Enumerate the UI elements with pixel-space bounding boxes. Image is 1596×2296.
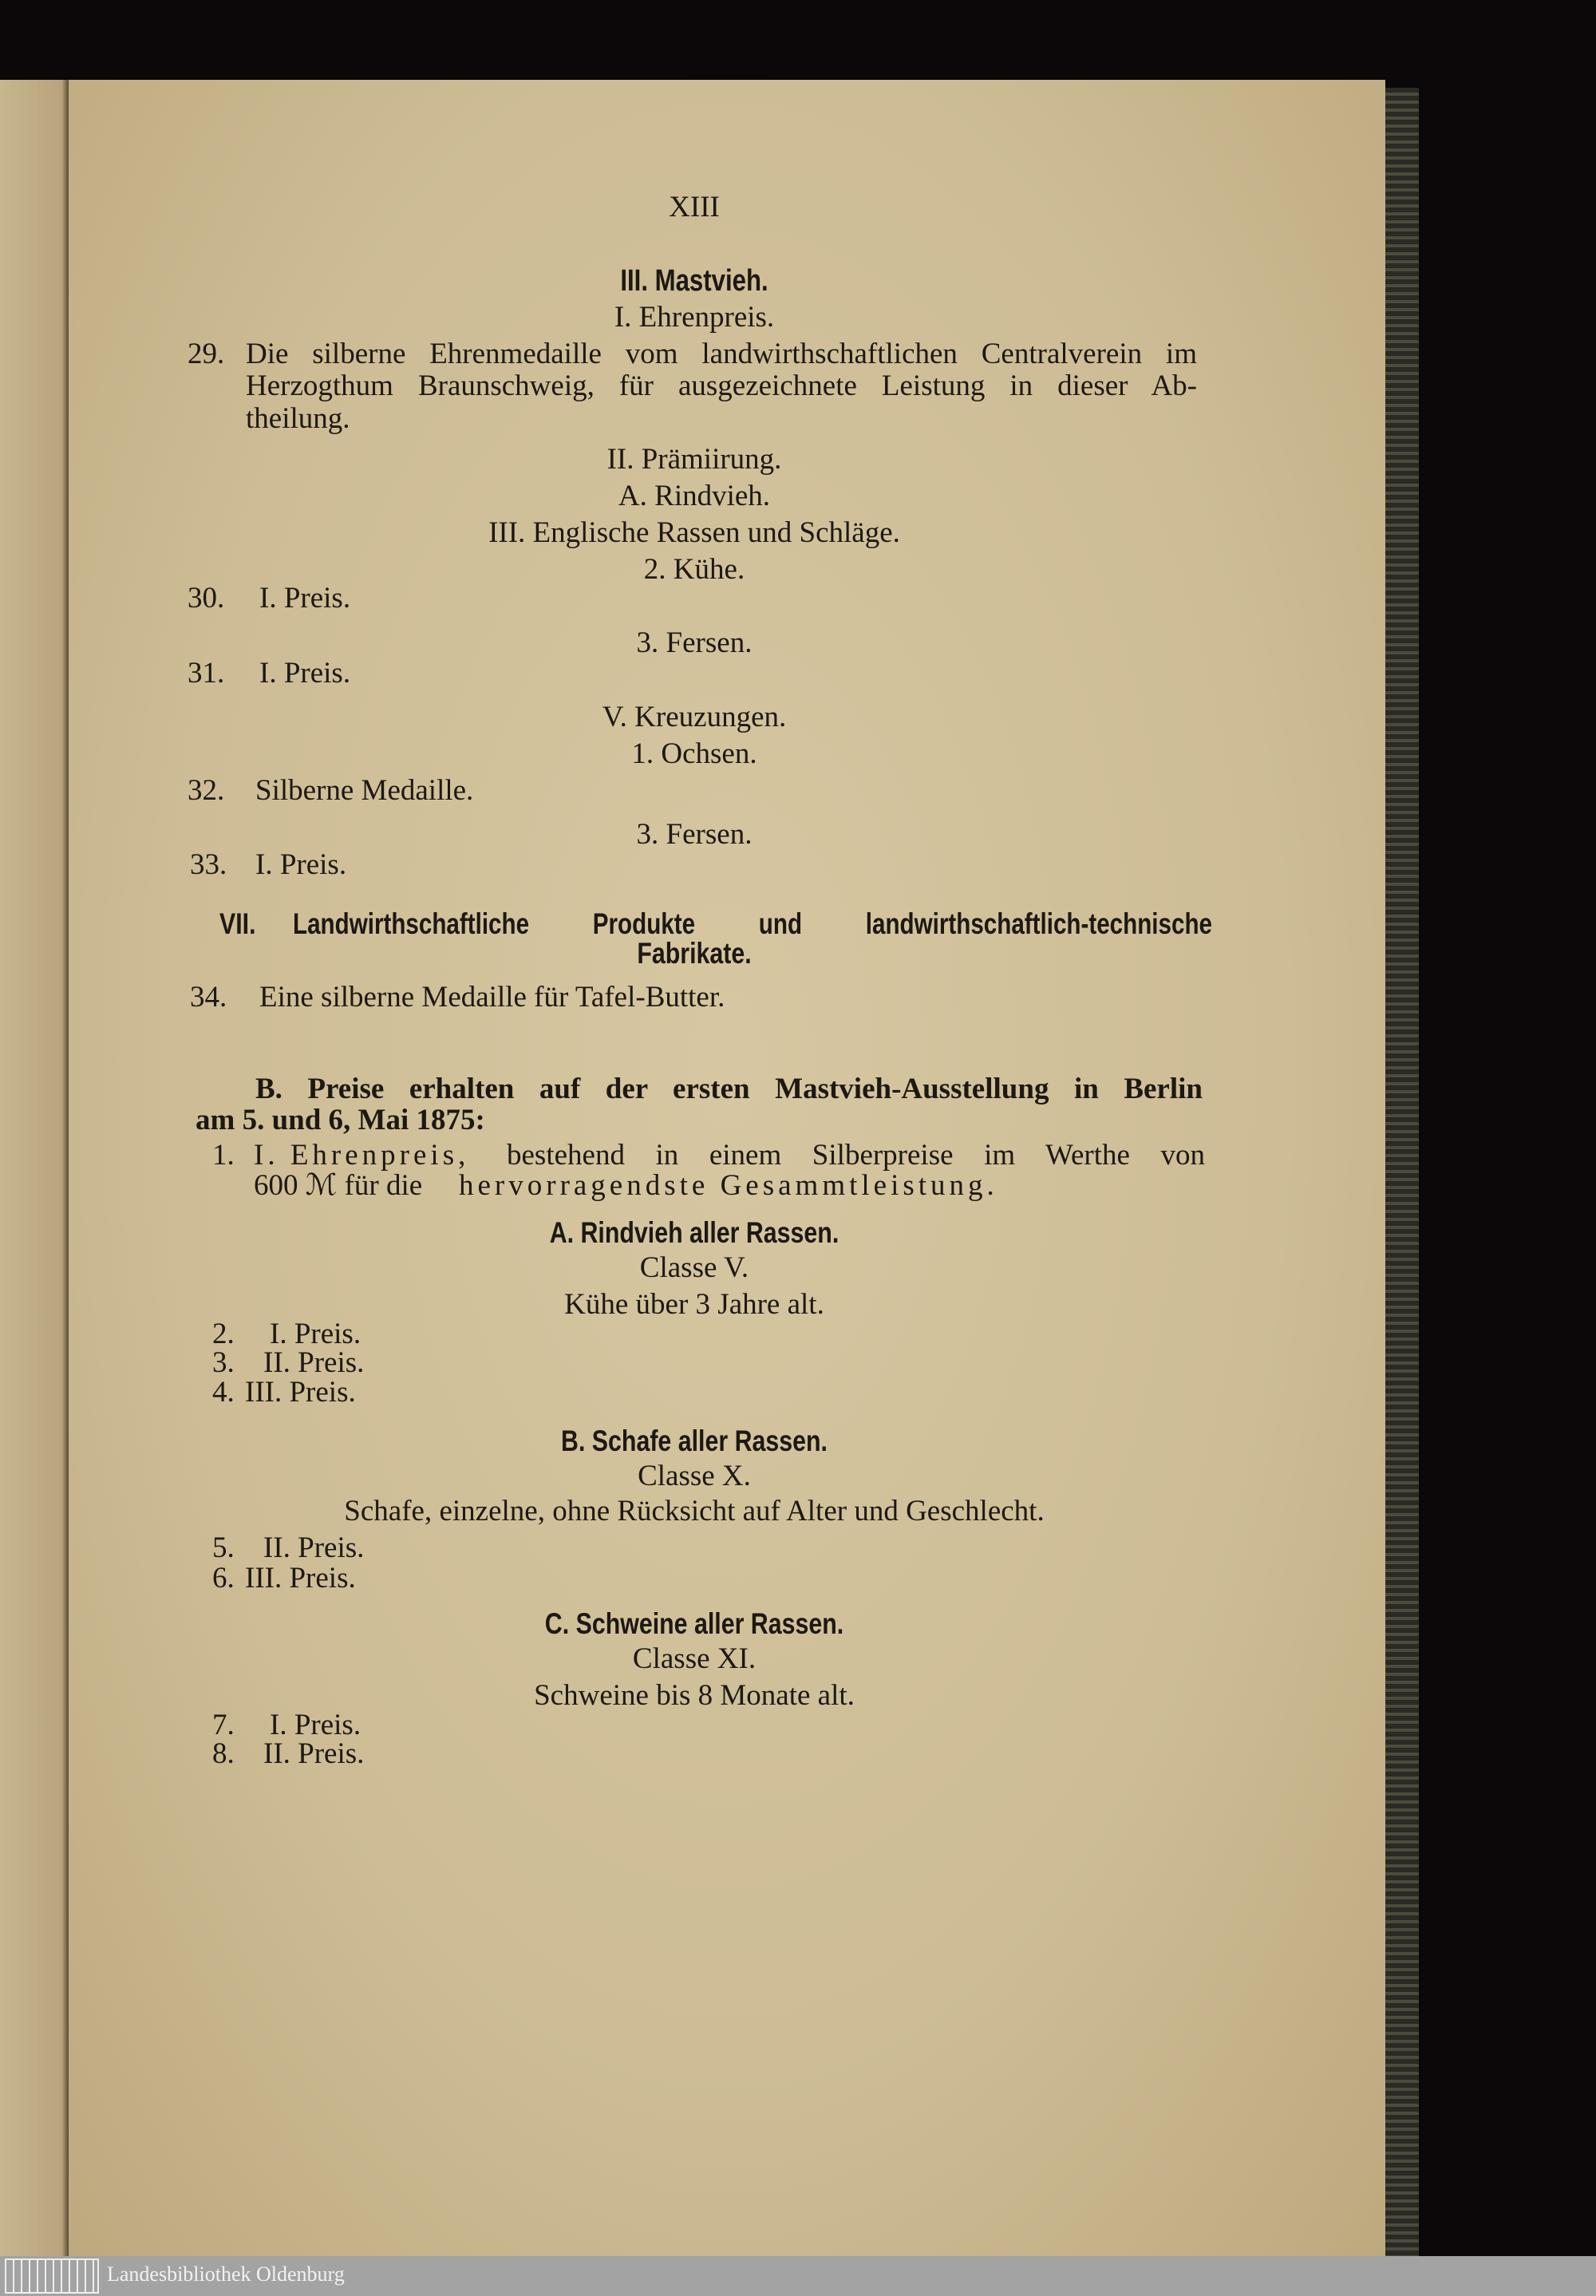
item-text: III. Preis. — [245, 1562, 356, 1595]
item-spaced-text: hervorragendste Gesammtleistung. — [459, 1169, 998, 1202]
subheading: 3. Fersen. — [636, 818, 753, 851]
item-number: 6. — [212, 1562, 235, 1595]
subheading-ehrenpreis: I. Ehrenpreis. — [614, 301, 775, 334]
item-number: 8. — [212, 1737, 235, 1770]
subheading: II. Prämiirung. — [606, 443, 782, 476]
section-b-heading: B. Preise erhalten auf der ersten Mastvieh-Ausstellung in Berlin — [255, 1073, 1203, 1105]
page-number: XIII — [669, 191, 720, 223]
section-heading-mastvieh: III. Mastvieh. — [620, 264, 768, 298]
subheading: III. Englische Rassen und Schläge. — [488, 516, 900, 549]
item-number: 3. — [212, 1346, 235, 1379]
item-text: II. Preis. — [263, 1531, 365, 1564]
item-number: 34. — [190, 981, 227, 1014]
item-text: I. Preis. — [259, 582, 351, 615]
subheading: 3. Fersen. — [636, 626, 753, 659]
library-name: Landesbibliothek Oldenburg — [107, 2262, 345, 2286]
item-text: I. Preis. — [255, 848, 347, 881]
item-text: I. Preis. — [259, 657, 351, 690]
item-number: 7. — [212, 1709, 235, 1741]
item-number: 29. — [188, 338, 225, 370]
item-text: I. Preis. — [270, 1318, 361, 1350]
item-text-line: 600 ℳ für die — [254, 1169, 423, 1202]
facing-page-edge — [0, 80, 69, 2256]
subheading-bold: A. Rindvieh aller Rassen. — [549, 1216, 839, 1249]
item-text: II. Preis. — [263, 1737, 365, 1770]
item-text: Silberne Medaille. — [255, 774, 474, 807]
item-text: III. Preis. — [245, 1376, 356, 1409]
subheading: 1. Ochsen. — [631, 737, 757, 770]
item-number: 1. — [212, 1139, 235, 1172]
class-description: Kühe über 3 Jahre alt. — [564, 1288, 824, 1321]
subheading-bold: C. Schweine aller Rassen. — [544, 1607, 844, 1640]
item-text-line: Die silberne Ehrenmedaille vom landwirthschaftlichen Centralverein im — [246, 338, 1197, 370]
item-number: 4. — [212, 1376, 235, 1409]
item-text: I. Preis. — [270, 1709, 361, 1741]
subheading: A. Rindvieh. — [618, 480, 771, 512]
footer-bar — [0, 2256, 1596, 2296]
item-spaced-text: I. Ehrenpreis, — [254, 1139, 470, 1172]
item-number: 30. — [188, 582, 225, 615]
subheading: V. Kreuzungen. — [602, 701, 787, 733]
class-description: Schweine bis 8 Monate alt. — [534, 1679, 855, 1712]
classe-label: Classe X. — [638, 1460, 751, 1492]
item-number: 5. — [212, 1531, 235, 1564]
item-number: 31. — [188, 657, 225, 690]
section-number: VII. — [219, 907, 256, 940]
item-text-line: Herzogthum Braunschweig, für ausgezeichnete Leistung in dieser Ab- — [246, 369, 1197, 402]
item-number: 2. — [212, 1318, 235, 1350]
item-number: 32. — [188, 774, 225, 807]
library-building-logo-icon — [5, 2258, 99, 2294]
section-heading-cont: Fabrikate. — [637, 937, 752, 970]
item-text-line: theilung. — [246, 402, 350, 435]
classe-label: Classe V. — [639, 1251, 749, 1284]
subheading: 2. Kühe. — [643, 553, 745, 586]
subheading-bold: B. Schafe aller Rassen. — [561, 1425, 828, 1457]
item-text: II. Preis. — [263, 1346, 365, 1379]
item-text-line: bestehend in einem Silberpreise im Werthe von — [507, 1139, 1205, 1172]
classe-label: Classe XI. — [632, 1642, 757, 1675]
class-description: Schafe, einzelne, ohne Rücksicht auf Alter und Geschlecht. — [344, 1495, 1045, 1527]
section-heading: Landwirthschaftliche Produkte und landwirthschaftlich-technische — [293, 907, 1212, 940]
item-text: Eine silberne Medaille für Tafel-Butter. — [259, 981, 725, 1014]
item-number: 33. — [190, 848, 227, 881]
book-binding — [1385, 88, 1419, 2256]
section-b-heading-cont: am 5. und 6, Mai 1875: — [196, 1104, 485, 1136]
